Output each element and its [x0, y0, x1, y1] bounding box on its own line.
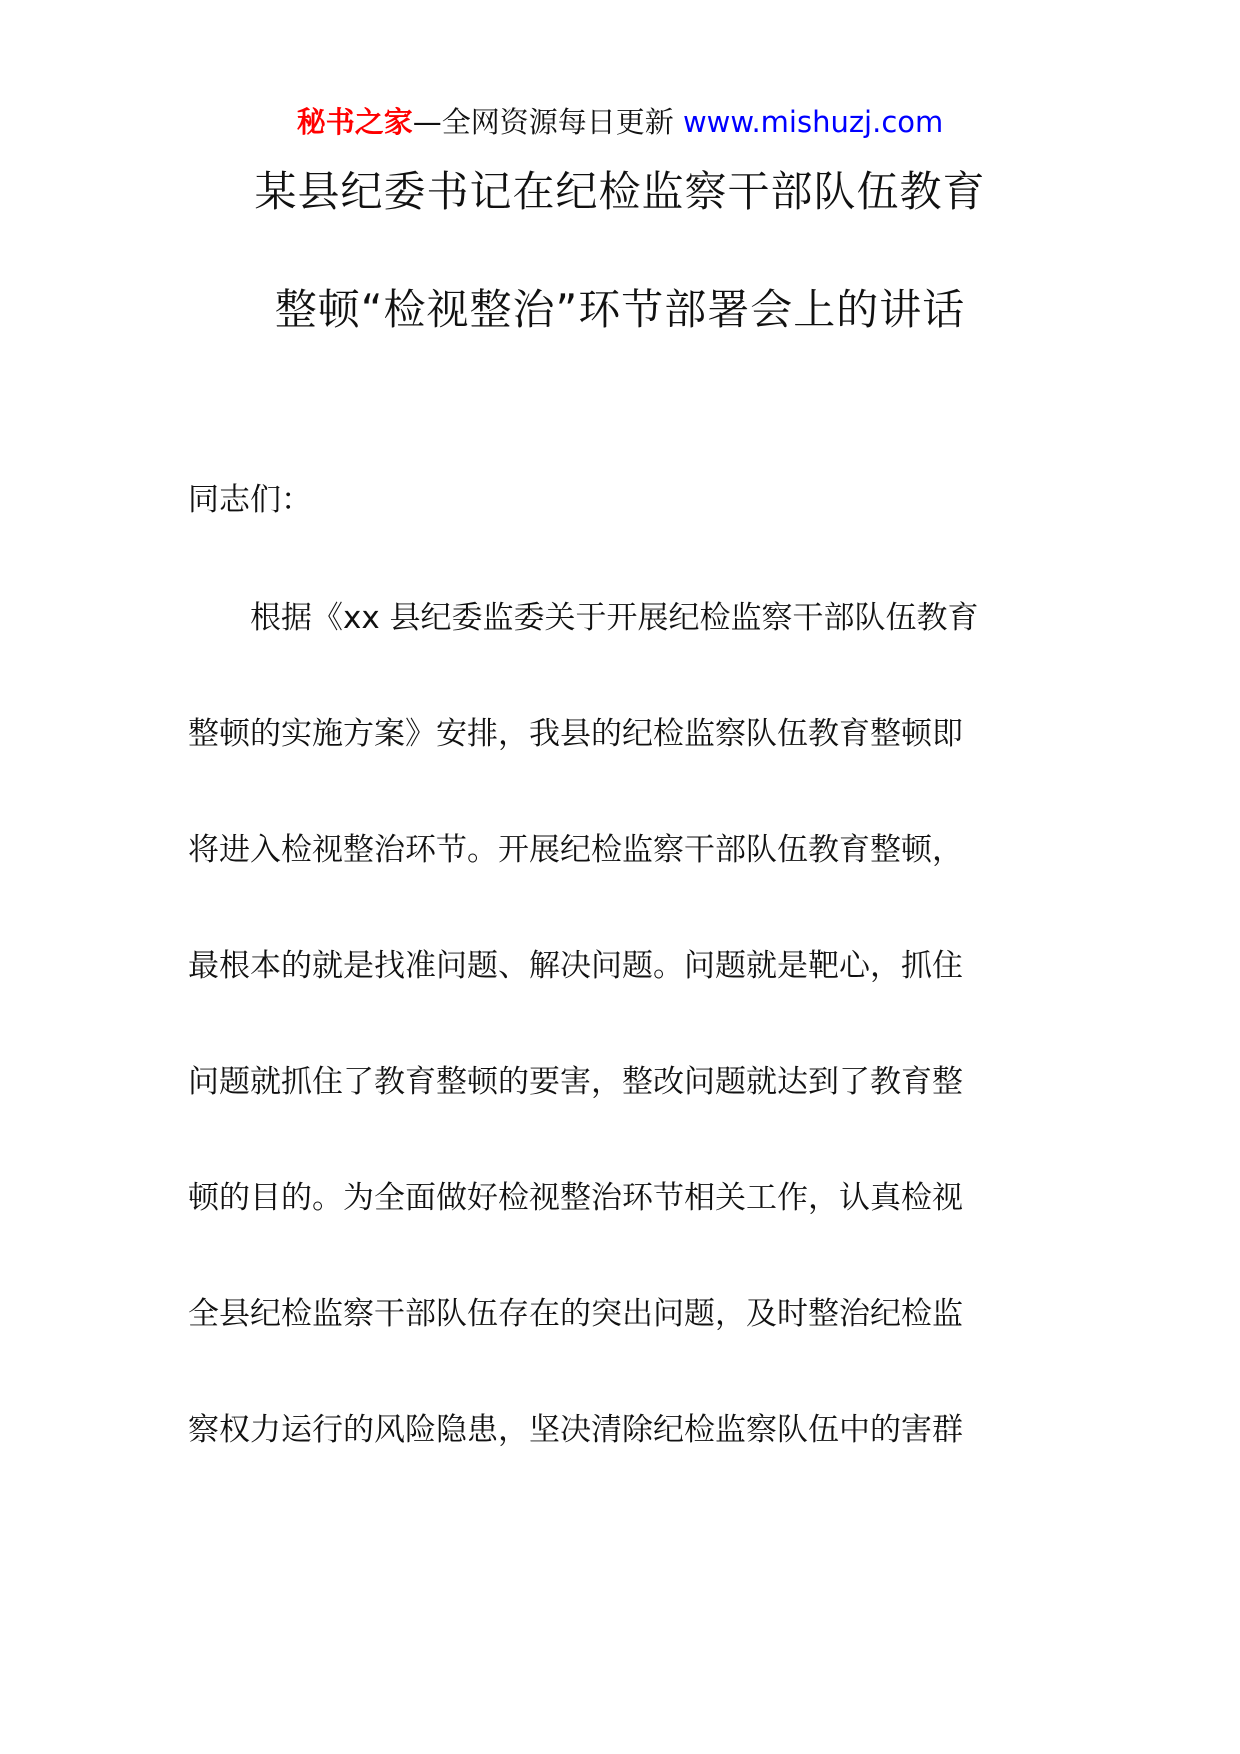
site-url-link[interactable]: www.mishuzj.com: [682, 105, 944, 139]
body-line: 问题就抓住了教育整顿的要害，整改问题就达到了教育整: [188, 1064, 963, 1100]
body-line: 根据《xx 县纪委监委关于开展纪检监察干部队伍教育: [188, 600, 979, 636]
site-header: [0, 102, 1240, 142]
body-line: 最根本的就是找准问题、解决问题。问题就是靶心，抓住: [188, 948, 963, 984]
salutation: 同志们：: [188, 482, 312, 518]
body-line: 全县纪检监察干部队伍存在的突出问题，及时整治纪检监: [188, 1296, 963, 1332]
brand-name: 秘书之家: [296, 105, 413, 139]
document-title-line-1: 某县纪委书记在纪检监察干部队伍教育: [254, 167, 986, 216]
body-line: 察权力运行的风险隐患，坚决清除纪检监察队伍中的害群: [188, 1412, 963, 1448]
body-line: 顿的目的。为全面做好检视整治环节相关工作，认真检视: [188, 1180, 963, 1216]
header-tagline: —全网资源每日更新: [412, 105, 683, 139]
body-line: 将进入检视整治环节。开展纪检监察干部队伍教育整顿，: [188, 832, 963, 868]
document-title-line-2: 整顿“检视整治”环节部署会上的讲话: [274, 285, 966, 334]
body-line: 整顿的实施方案》安排，我县的纪检监察队伍教育整顿即: [188, 716, 963, 752]
